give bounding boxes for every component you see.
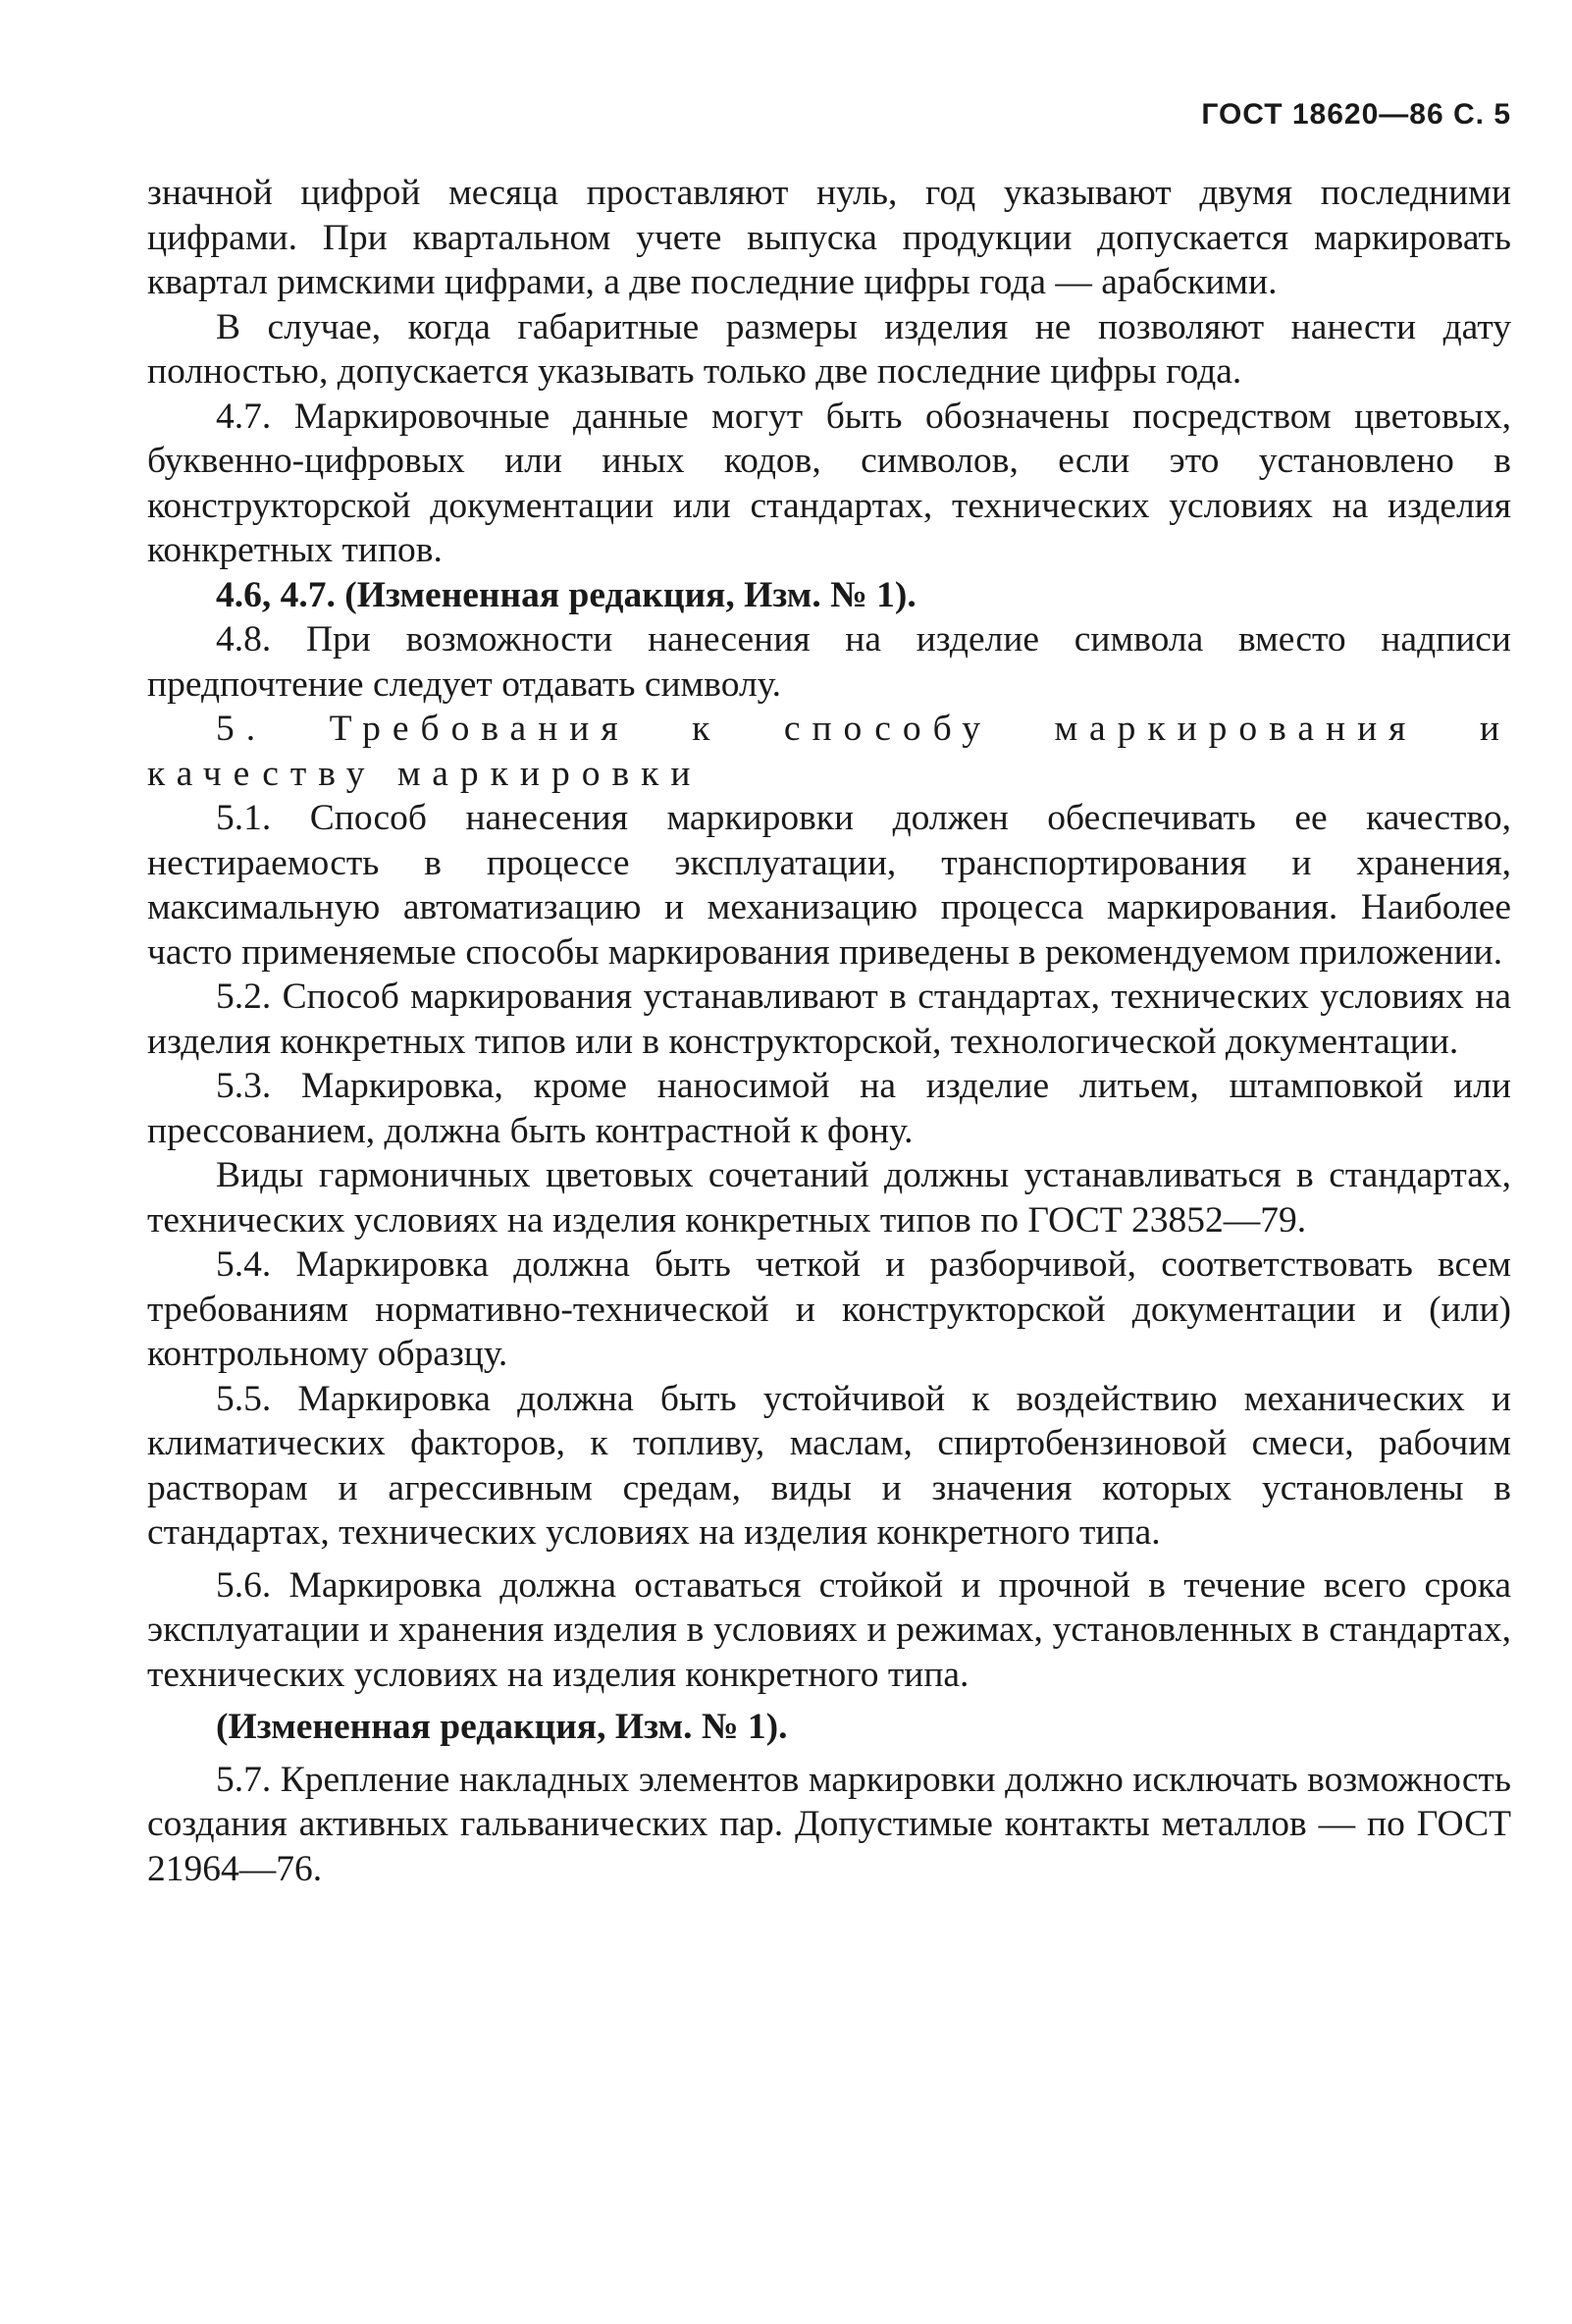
paragraph-4-8: 4.8. При возможности нанесения на изделие символа вместо надписи предпочтение следует отдавать символу. [147,619,1511,705]
paragraph-continuation: значной цифрой месяца проставляют нуль, год указывают двумя последними цифрами. При квартальном учете выпуска продукции допускается маркировать квартал римскими цифрами, а две последние цифры года — арабскими. [147,173,1511,302]
document-page [147,98,1511,1891]
paragraph-5-3: 5.3. Маркировка, кроме наносимой на изделие литьем, штамповкой или прессованием, должна быть контрастной к фону. [147,1066,1511,1151]
page-header: ГОСТ 18620—86 С. 5 [1201,98,1511,131]
paragraph-5-6: 5.6. Маркировка должна оставаться стойкой и прочной в течение всего срока эксплуатации и хранения изделия в условиях и режимах, установленных в стандартах, технических условиях на изделия конкретного типа. [147,1564,1511,1695]
paragraph-date-note: В случае, когда габаритные размеры изделия не позволяют нанести дату полностью, допускается указывать только две последние цифры года. [147,306,1511,392]
paragraph-5-2: 5.2. Способ маркирования устанавливают в стандартах, технических условиях на изделия конкретных типов или в конструкторской, технологической документации. [147,977,1511,1062]
paragraph-5-4: 5.4. Маркировка должна быть четкой и разборчивой, соответствовать всем требованиям нормативно-технической и конструкторской документации и (или) контрольному образцу. [147,1244,1511,1374]
paragraph-color-combinations: Виды гармоничных цветовых сочетаний должны устанавливаться в стандартах, технических условиях на изделия конкретных типов по ГОСТ 23852—79. [147,1155,1511,1241]
paragraph-4-7: 4.7. Маркировочные данные могут быть обозначены посредством цветовых, буквенно-цифровых или иных кодов, символов, если это установлено в конструкторской документации или стандартах, технических условиях на изделия конкретных типов. [147,396,1511,570]
amendment-note-4-6-4-7: 4.6, 4.7. (Измененная редакция, Изм. № 1). [216,574,917,615]
section-heading-5: 5. Требования к способу маркирования и качеству маркировки [147,709,1511,794]
amendment-note: (Измененная редакция, Изм. № 1). [216,1707,788,1747]
paragraph-5-5: 5.5. Маркировка должна быть устойчивой к воздействию механических и климатических факторов, к топливу, маслам, спиртобензиновой смеси, рабочим растворам и агрессивным средам, виды и значения которых установлены в стандартах, технических условиях на изделия конкретного типа. [147,1378,1511,1553]
paragraph-5-1: 5.1. Способ нанесения маркировки должен обеспечивать ее качество, нестираемость в процессе эксплуатации, транспортирования и хранения, максимальную автоматизацию и механизацию процесса маркирования. Наиболее часто применяемые способы маркирования приведены в рекомендуемом приложении. [147,798,1511,973]
paragraph-5-7: 5.7. Крепление накладных элементов маркировки должно исключать возможность создания активных гальванических пар. Допустимые контакты металлов — по ГОСТ 21964—76. [147,1759,1511,1889]
